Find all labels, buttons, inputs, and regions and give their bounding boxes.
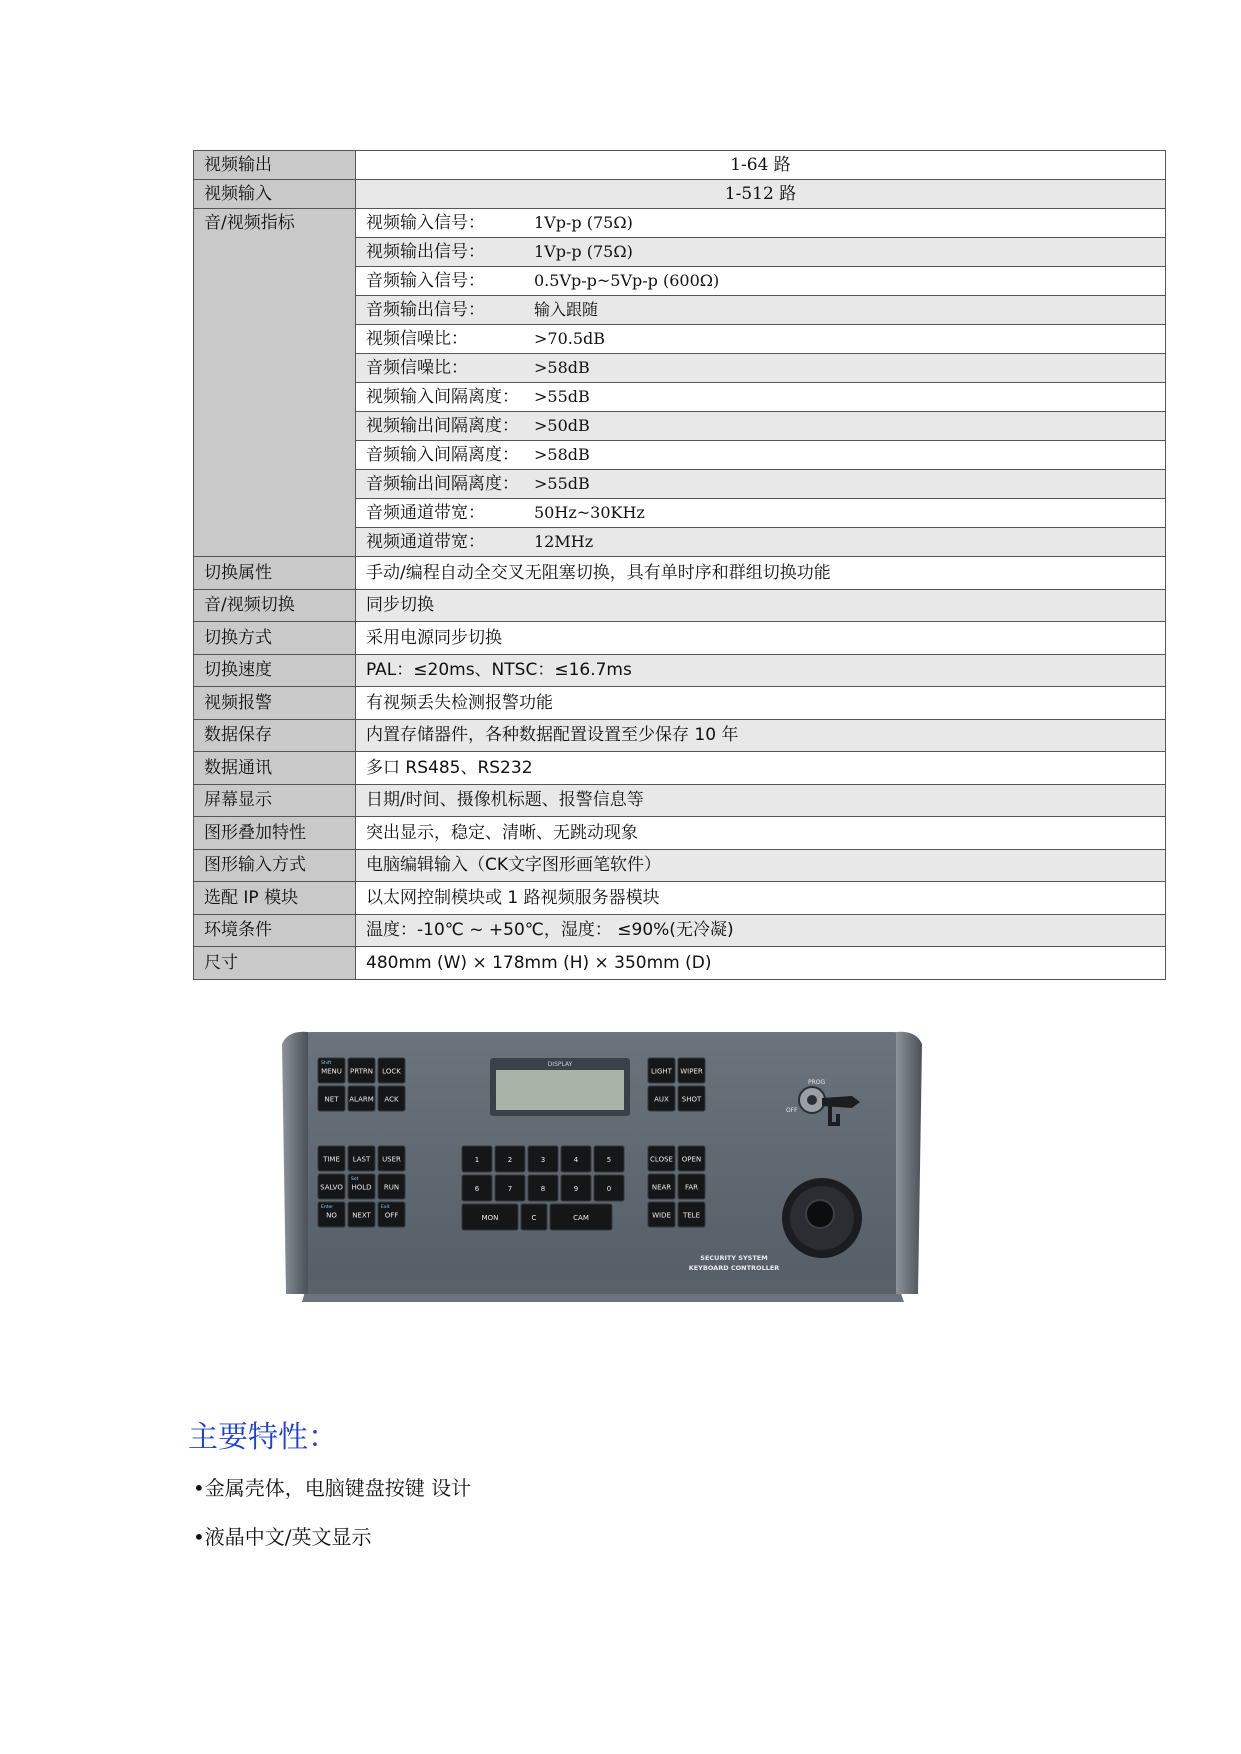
spec-row [194,947,1166,980]
spec-label: 选配 IP 模块 [194,882,356,915]
device-front-ledge [308,1280,896,1294]
av-spec-cell [356,499,1166,528]
spec-row [194,719,1166,752]
spec-label: 切换属性 [194,557,356,590]
av-spec-cell [356,441,1166,470]
key-label: 4 [573,1156,579,1165]
key-label: NET [324,1095,339,1104]
key-label: SALVO [320,1183,343,1192]
key-label: 7 [507,1185,513,1194]
spec-row [194,589,1166,622]
numpad-key[interactable] [495,1175,525,1201]
numpad-key[interactable] [594,1146,624,1172]
function-key[interactable] [378,1058,405,1083]
cam-key[interactable] [550,1204,612,1230]
spec-label: 图形叠加特性 [194,817,356,850]
prog-label: PROG [808,1079,826,1086]
av-spec-value: 12MHz [534,532,594,551]
spec-row [194,849,1166,882]
spec-label: 屏幕显示 [194,784,356,817]
spec-value: 突出显示，稳定、清晰、无跳动现象 [356,817,1166,850]
keyboard-controller-photo [282,1002,922,1322]
key-label: WIDE [652,1211,671,1220]
spec-label: 切换方式 [194,622,356,655]
key-label: NO [326,1211,337,1220]
spec-label: 环境条件 [194,914,356,947]
display-label: DISPLAY [547,1061,573,1068]
av-spec-name: 音频输入间隔离度： [366,445,519,465]
aux-key[interactable] [678,1086,705,1111]
numpad-key[interactable] [495,1146,525,1172]
spec-row [194,752,1166,785]
device-left-cap [282,1032,308,1294]
numpad-key[interactable] [561,1146,591,1172]
av-spec-value: 输入跟随 [534,300,599,319]
av-spec-cell [356,470,1166,499]
spec-row [194,180,1166,209]
key-label: TELE [682,1211,701,1220]
key-label: CLOSE [650,1155,673,1164]
key-label: LIGHT [651,1067,672,1076]
av-spec-cell [356,354,1166,383]
key-label: MENU [321,1067,342,1076]
spec-value: 有视频丢失检测报警功能 [356,687,1166,720]
spec-label: 图形输入方式 [194,849,356,882]
device-right-cap [896,1032,922,1294]
spec-row [194,914,1166,947]
key-label: LAST [352,1155,371,1164]
function-key[interactable] [318,1202,345,1227]
key-label: ACK [384,1095,399,1104]
spec-label: 切换速度 [194,654,356,687]
key-label: PRTRN [350,1067,373,1076]
av-spec-value: >70.5dB [534,329,606,348]
spec-row [194,784,1166,817]
key-label: OPEN [681,1155,702,1164]
spec-label: 视频输出 [194,151,356,180]
av-spec-value: 0.5Vp-p~5Vp-p (600Ω) [534,271,720,290]
numpad-key[interactable] [462,1146,492,1172]
function-key[interactable] [348,1174,375,1199]
spec-label: 音/视频切换 [194,589,356,622]
key-sub-label: Shift [321,1061,332,1066]
spec-table-body [194,151,1166,980]
spec-value: 1-512 路 [356,180,1166,209]
av-spec-value: >58dB [534,358,590,377]
av-spec-cell [356,209,1166,238]
key-label: CAM [573,1214,589,1223]
key-label: 0 [606,1185,612,1194]
spec-row [194,882,1166,915]
key-label: 8 [540,1185,546,1194]
av-spec-value: 1Vp-p (75Ω) [534,242,633,261]
key-label: 2 [507,1156,513,1165]
mon-key[interactable] [462,1204,518,1230]
av-spec-name: 音频通道带宽： [366,503,485,523]
numpad-key[interactable] [561,1175,591,1201]
av-spec-value: >55dB [534,474,590,493]
spec-value: 采用电源同步切换 [356,622,1166,655]
off-label: OFF [786,1107,798,1114]
spec-value: 温度：-10℃ ~ +50℃，湿度： ≤90%(无冷凝) [356,914,1166,947]
av-spec-name: 视频信噪比： [366,329,468,349]
spec-value: 内置存储器件，各种数据配置设置至少保存 10 年 [356,719,1166,752]
function-key[interactable] [318,1174,345,1199]
key-label: 9 [573,1185,579,1194]
function-key[interactable] [348,1146,375,1171]
spec-value: 手动/编程自动全交叉无阻塞切换，具有单时序和群组切换功能 [356,557,1166,590]
lens-key[interactable] [648,1174,675,1199]
av-spec-value: 50Hz~30KHz [534,503,645,522]
key-label: 3 [540,1156,546,1165]
aux-key[interactable] [648,1058,675,1083]
key-label: ALARM [349,1095,374,1104]
spec-value: 1-64 路 [356,151,1166,180]
av-spec-row [194,209,1166,238]
key-label: OFF [384,1211,399,1220]
av-spec-cell [356,296,1166,325]
spec-row [194,557,1166,590]
brand-line-1: SECURITY SYSTEM [700,1254,768,1262]
spec-label: 视频输入 [194,180,356,209]
key-label: FAR [684,1183,699,1192]
spec-value: 同步切换 [356,589,1166,622]
function-key[interactable] [348,1058,375,1083]
av-spec-value: >55dB [534,387,590,406]
key-label: NEAR [651,1183,672,1192]
av-spec-name: 音频输出信号： [366,300,485,320]
key-label: TIME [323,1155,340,1164]
spec-row [194,654,1166,687]
key-label: WIPER [680,1067,703,1076]
av-spec-name: 视频输出间隔离度： [366,416,519,436]
clear-key[interactable] [521,1204,547,1230]
spec-row [194,817,1166,850]
lens-key[interactable] [678,1146,705,1171]
av-spec-value: >58dB [534,445,590,464]
key-sub-label: Set [351,1177,359,1182]
av-spec-name: 视频通道带宽： [366,532,485,552]
numpad-key[interactable] [594,1175,624,1201]
av-spec-cell [356,528,1166,557]
key-sub-label: Exit [381,1205,390,1210]
av-spec-name: 音频输入信号： [366,271,485,291]
key-sub-label: Enter [321,1205,334,1210]
key-label: HOLD [351,1183,372,1192]
spec-label: 音/视频指标 [194,209,356,557]
key-label: USER [382,1155,401,1164]
lens-key[interactable] [678,1174,705,1199]
spec-value: 日期/时间、摄像机标题、报警信息等 [356,784,1166,817]
av-spec-cell [356,412,1166,441]
numpad-key[interactable] [528,1146,558,1172]
joystick-knob [806,1200,834,1228]
key-icon [822,1096,860,1108]
av-spec-name: 音频信噪比： [366,358,468,378]
key-label: MON [481,1214,499,1223]
feature-item: •液晶中文/英文显示 [193,1525,372,1549]
spec-value: 电脑编辑输入（CK文字图形画笔软件） [356,849,1166,882]
lens-key[interactable] [678,1202,705,1227]
lens-key[interactable] [648,1146,675,1171]
spec-label: 尺寸 [194,947,356,980]
key-label: NEXT [352,1211,371,1220]
spec-row [194,687,1166,720]
function-key[interactable] [378,1146,405,1171]
function-key[interactable] [318,1146,345,1171]
key-label: 5 [606,1156,612,1165]
av-spec-value: 1Vp-p (75Ω) [534,213,633,232]
spec-value: 多口 RS485、RS232 [356,752,1166,785]
function-key[interactable] [318,1086,345,1111]
key-label: LOCK [382,1067,401,1076]
features-heading: 主要特性： [188,1420,338,1455]
spec-label: 数据通讯 [194,752,356,785]
av-spec-cell [356,383,1166,412]
av-spec-name: 视频输出信号： [366,242,485,262]
function-key[interactable] [378,1202,405,1227]
spec-table [193,150,1166,980]
av-spec-name: 视频输入间隔离度： [366,387,519,407]
av-spec-name: 音频输出间隔离度： [366,474,519,494]
numpad-key[interactable] [462,1175,492,1201]
brand-line-2: KEYBOARD CONTROLLER [688,1264,780,1272]
spec-value: PAL：≤20ms、NTSC：≤16.7ms [356,654,1166,687]
av-spec-cell [356,325,1166,354]
function-key[interactable] [378,1174,405,1199]
numpad-key[interactable] [528,1175,558,1201]
spec-row [194,622,1166,655]
aux-key[interactable] [648,1086,675,1111]
spec-label: 数据保存 [194,719,356,752]
key-label: AUX [654,1095,669,1104]
key-label: C [531,1214,537,1223]
spec-value: 以太网控制模块或 1 路视频服务器模块 [356,882,1166,915]
function-key[interactable] [378,1086,405,1111]
lcd-screen [496,1070,624,1110]
function-key[interactable] [348,1202,375,1227]
key-label: 6 [474,1185,480,1194]
key-label: 1 [474,1156,480,1165]
key-label: SHOT [681,1095,702,1104]
function-key[interactable] [348,1086,375,1111]
av-spec-cell [356,238,1166,267]
lens-key[interactable] [648,1202,675,1227]
spec-row [194,151,1166,180]
av-spec-name: 视频输入信号： [366,213,485,233]
spec-value: 480mm (W) × 178mm (H) × 350mm (D) [356,947,1166,980]
av-spec-value: >50dB [534,416,590,435]
aux-key[interactable] [678,1058,705,1083]
av-spec-cell [356,267,1166,296]
spec-label: 视频报警 [194,687,356,720]
feature-item: •金属壳体，电脑键盘按键 设计 [193,1476,472,1500]
key-label: RUN [383,1183,400,1192]
function-key[interactable] [318,1058,345,1083]
